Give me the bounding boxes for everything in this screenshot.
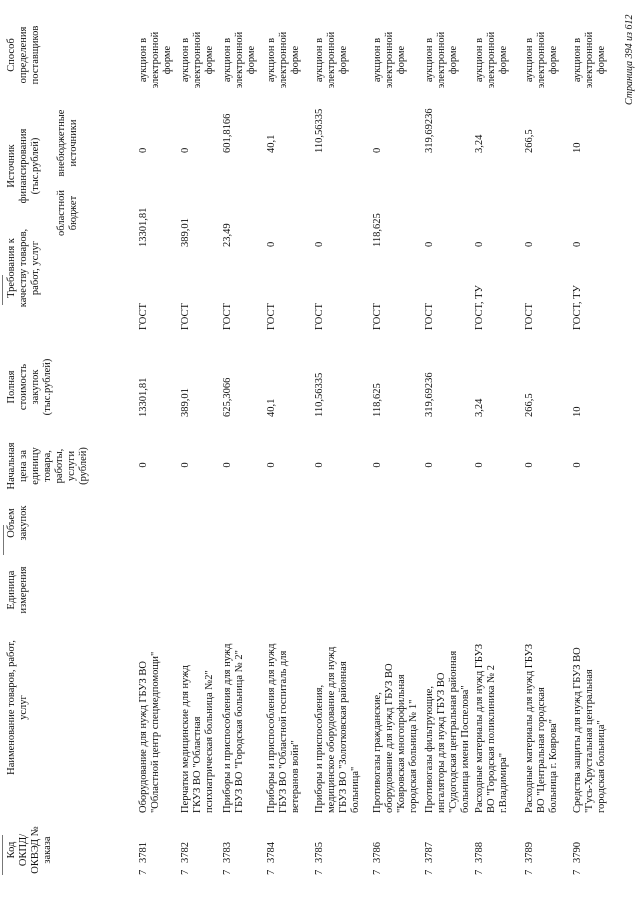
row-extrabudget: 319,69236 <box>424 108 435 153</box>
row-name: Расходные материалы для нужд ГБУЗ ВО "Городская поликлиника № 2 г.Владимира" <box>474 643 509 813</box>
row-code: 7 <box>572 869 583 875</box>
row-price: 0 <box>524 462 535 468</box>
row-price: 0 <box>572 462 583 468</box>
row-total: 13301,81 <box>138 377 149 417</box>
row-number: 3787 <box>424 842 435 863</box>
row-price: 0 <box>372 462 383 468</box>
header-extrabudget: внебюджетные источники <box>56 109 79 177</box>
row-price: 0 <box>314 462 325 468</box>
row-regional-budget: 0 <box>474 241 485 247</box>
row-extrabudget: 110,56335 <box>314 108 325 153</box>
row-code: 7 <box>314 869 325 875</box>
row-regional-budget: 118,625 <box>372 213 383 247</box>
row-price: 0 <box>266 462 277 468</box>
row-regional-budget: 23,49 <box>222 223 233 247</box>
row-method: аукцион в электронной форме <box>524 31 559 89</box>
scan-speck <box>2 275 3 305</box>
row-price: 0 <box>180 462 191 468</box>
row-extrabudget: 266,5 <box>524 129 535 153</box>
header-method: Способ определения поставщиков <box>6 25 41 85</box>
row-code: 7 <box>424 869 435 875</box>
row-number: 3784 <box>266 842 277 863</box>
row-code: 7 <box>372 869 383 875</box>
scan-speck <box>3 525 4 555</box>
row-total: 3,24 <box>474 398 485 417</box>
row-requirements: ГОСТ <box>222 303 233 330</box>
table-row <box>572 0 620 905</box>
table-row <box>222 0 270 905</box>
row-method: аукцион в электронной форме <box>424 31 459 89</box>
row-total: 110,56335 <box>314 372 325 417</box>
row-price: 0 <box>138 462 149 468</box>
row-regional-budget: 0 <box>314 241 325 247</box>
header-unit: Единица измерения <box>6 566 29 614</box>
row-code: 7 <box>524 869 535 875</box>
row-name: Приборы и приспособления для нужд ГБУЗ ВО "Областной госпиталь для ветеранов войн" <box>266 643 301 813</box>
page-footer: Страница 394 из 612 <box>624 14 635 105</box>
row-method: аукцион в электронной форме <box>314 31 349 89</box>
row-extrabudget: 0 <box>180 147 191 153</box>
row-total: 10 <box>572 406 583 417</box>
row-regional-budget: 13301,81 <box>138 207 149 247</box>
table-row <box>180 0 228 905</box>
header-total: Полная стоимость закупок (тыс.рублей) <box>6 358 53 416</box>
row-name: Приборы и приспособления, медицинское оборудование для нужд ГБУЗ ВО "Золотковская районная больница" <box>314 646 361 813</box>
header-requirements: Требования к качеству товаров, работ, услуг <box>6 228 41 308</box>
row-number: 3789 <box>524 842 535 863</box>
row-extrabudget: 3,24 <box>474 134 485 153</box>
row-price: 0 <box>474 462 485 468</box>
row-price: 0 <box>424 462 435 468</box>
row-regional-budget: 0 <box>266 241 277 247</box>
row-requirements: ГОСТ <box>424 303 435 330</box>
row-requirements: ГОСТ <box>180 303 191 330</box>
row-requirements: ГОСТ <box>266 303 277 330</box>
row-requirements: ГОСТ, ТУ <box>572 285 583 330</box>
row-extrabudget: 0 <box>372 147 383 153</box>
row-method: аукцион в электронной форме <box>222 31 257 89</box>
row-name: Расходные материалы для нужд ГБУЗ ВО "Центральная городская больница г. Коврова" <box>524 643 559 813</box>
table-row <box>314 0 374 905</box>
row-name: Оборудование для нужд ГБУЗ ВО "Областной центр спецмедпомощи" <box>138 651 161 813</box>
row-number: 3785 <box>314 842 325 863</box>
row-total: 319,69236 <box>424 372 435 417</box>
row-total: 118,625 <box>372 383 383 417</box>
row-code: 7 <box>138 869 149 875</box>
row-number: 3783 <box>222 842 233 863</box>
row-number: 3788 <box>474 842 485 863</box>
header-price: Начальная цена за единицу товара, работы, услуги (рублей) <box>6 442 89 490</box>
row-name: Средства защиты для нужд ГБУЗ ВО "Гусь-Хрустальная центральная городская больница" <box>572 647 607 813</box>
row-code: 7 <box>474 869 485 875</box>
row-requirements: ГОСТ <box>314 303 325 330</box>
row-method: аукцион в электронной форме <box>372 31 407 89</box>
row-requirements: ГОСТ <box>524 303 535 330</box>
row-regional-budget: 0 <box>524 241 535 247</box>
row-method: аукцион в электронной форме <box>474 31 509 89</box>
row-requirements: ГОСТ <box>138 303 149 330</box>
row-price: 0 <box>222 462 233 468</box>
row-regional-budget: 0 <box>424 241 435 247</box>
row-regional-budget: 389,01 <box>180 218 191 247</box>
row-extrabudget: 40,1 <box>266 134 277 153</box>
header-code: Код ОКПД/ ОКВЭД № заказа <box>6 826 53 874</box>
table-row <box>474 0 522 905</box>
row-name: Перчатки медицинские для нужд ГКУЗ ВО "Областная психиатрическая больница №2" <box>180 665 215 813</box>
row-total: 266,5 <box>524 393 535 417</box>
header-name: Наименование товаров, работ, услуг <box>6 640 29 775</box>
row-number: 3786 <box>372 842 383 863</box>
row-method: аукцион в электронной форме <box>572 31 607 89</box>
row-number: 3790 <box>572 842 583 863</box>
row-extrabudget: 601,8166 <box>222 113 233 153</box>
row-total: 389,01 <box>180 388 191 417</box>
row-number: 3781 <box>138 842 149 863</box>
header-financing: Источник финансирования (тыс.рублей) <box>6 128 41 204</box>
row-name: Противогазы гражданские, оборудование для нужд ГБУЗ ВО "Ковровская многопрофильная городская больница № 1" <box>372 663 419 813</box>
row-number: 3782 <box>180 842 191 863</box>
row-extrabudget: 10 <box>572 142 583 153</box>
table-row <box>138 0 186 905</box>
header-regional-budget: областной бюджет <box>56 190 79 236</box>
row-extrabudget: 0 <box>138 147 149 153</box>
row-method: аукцион в электронной форме <box>180 31 215 89</box>
header-volume: Объем закупок <box>6 505 29 541</box>
row-regional-budget: 0 <box>572 241 583 247</box>
table-row <box>372 0 420 905</box>
row-method: аукцион в электронной форме <box>266 31 301 89</box>
row-method: аукцион в электронной форме <box>138 31 173 89</box>
table-row <box>524 0 572 905</box>
row-code: 7 <box>266 869 277 875</box>
row-name: Противогазы фильтрующие, ингаляторы для нужд ГБУЗ ВО "Судогодская центральная районная больница имени Поспелова" <box>424 650 471 813</box>
row-code: 7 <box>180 869 191 875</box>
row-requirements: ГОСТ <box>372 303 383 330</box>
table-row <box>266 0 314 905</box>
row-name: Приборы и приспособления для нужд ГБУЗ ВО "Городская больница № 2" <box>222 643 245 813</box>
row-total: 40,1 <box>266 398 277 417</box>
row-code: 7 <box>222 869 233 875</box>
row-requirements: ГОСТ, ТУ <box>474 285 485 330</box>
scan-speck <box>2 835 3 875</box>
row-total: 625,3066 <box>222 377 233 417</box>
